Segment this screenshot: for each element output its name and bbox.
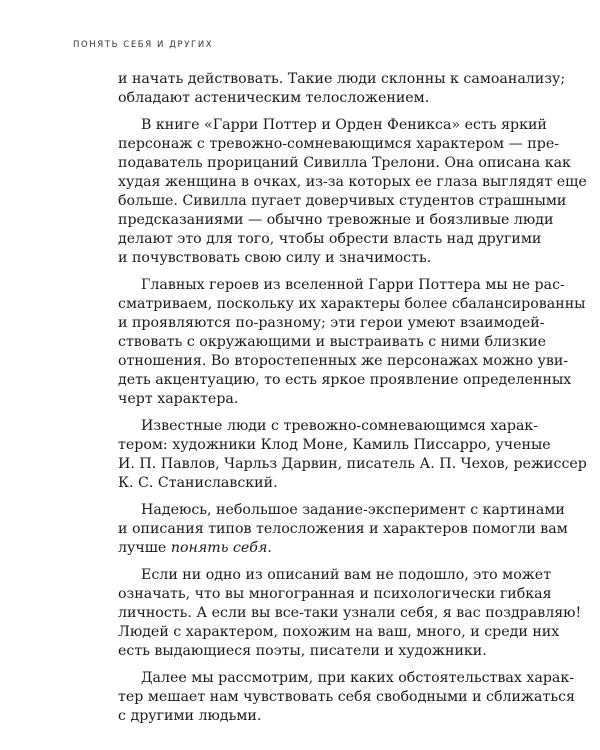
- text-line: есть выдающиеся поэты, писатели и художники.: [118, 643, 487, 659]
- text-line: ствовать с окружающими и выстраивать с ними близкие: [118, 334, 547, 350]
- text-line: обладают астеническим телосложением.: [118, 90, 430, 106]
- text-line: К. С. Станиславский.: [118, 475, 278, 491]
- text-line: Если ни одно из описаний вам не подошло, это может: [141, 567, 552, 583]
- text-line: и описания типов телосложения и характеров помогли вам: [118, 521, 568, 537]
- text-line: личность. А если вы все-таки узнали себя, я вас поздравляю!: [118, 605, 582, 621]
- text-line: Надеюсь, небольшое задание-эксперимент с картинами: [141, 502, 565, 518]
- text-line: делают это для того, чтобы обрести власть над другими: [118, 231, 542, 247]
- italic-emphasis: понять себя: [170, 540, 268, 556]
- text-line: означать, что вы многогранная и психологически гибкая: [118, 586, 552, 602]
- text-line: В книге «Гарри Поттер и Орден Феникса» есть яркий: [141, 117, 547, 133]
- text-line: Далее мы рассмотрим, при каких обстоятельствах харак-: [141, 670, 575, 686]
- text-line: Главных героев из вселенной Гарри Поттера мы не рас-: [141, 277, 565, 293]
- text-line: деть акцентуацию, то есть яркое проявление определенных: [118, 372, 572, 388]
- text-line: предсказаниями — обычно тревожные и боязливые люди: [118, 212, 554, 228]
- text-line: сматриваем, поскольку их характеры более сбалансированны: [118, 296, 586, 312]
- text-line: с другими людьми.: [118, 708, 262, 724]
- paragraph: [118, 276, 586, 409]
- text-fragment: лучше: [118, 540, 171, 556]
- text-line: подаватель прорицаний Сивилла Трелони. Она описана как: [118, 155, 571, 171]
- text-line: черт характера.: [118, 391, 239, 407]
- paragraph: [118, 669, 575, 726]
- text-line: больше. Сивилла пугает доверчивых студентов страшными: [118, 193, 567, 209]
- text-fragment: .: [267, 540, 272, 556]
- text-line: и начать действовать. Такие люди склонны к самоанализу;: [118, 71, 566, 87]
- paragraph: [118, 417, 587, 493]
- text-line: и проявляются по-разному; эти герои умеют взаимодей-: [118, 315, 545, 331]
- text-line: худая женщина в очках, из-за которых ее глаза выглядят еще: [118, 174, 587, 190]
- text-line: [118, 539, 510, 558]
- text-line: Людей с характером, похожим на ваш, много, и среди них: [118, 624, 560, 640]
- paragraph: [118, 501, 568, 558]
- text-line: и почувствовать свою силу и значимость.: [118, 250, 432, 266]
- text-line: тером: художники Клод Моне, Камиль Писсарро, ученые: [118, 437, 551, 453]
- body-text: [118, 70, 587, 734]
- paragraph: [118, 566, 582, 661]
- text-line: Известные люди с тревожно-сомневающимся харак-: [141, 418, 539, 434]
- text-line: персонаж с тревожно-сомневающимся характером — пре-: [118, 136, 560, 152]
- paragraph: [118, 116, 587, 268]
- running-head: ПОНЯТЬ СЕБЯ И ДРУГИХ: [73, 40, 214, 50]
- text-line: тер мешает нам чувствовать себя свободными и сближаться: [118, 689, 575, 705]
- text-line: И. П. Павлов, Чарльз Дарвин, писатель А. П. Чехов, режиссер: [118, 456, 587, 472]
- paragraph: [118, 70, 566, 108]
- text-line: отношения. Во второстепенных же персонажах можно уви-: [118, 353, 569, 369]
